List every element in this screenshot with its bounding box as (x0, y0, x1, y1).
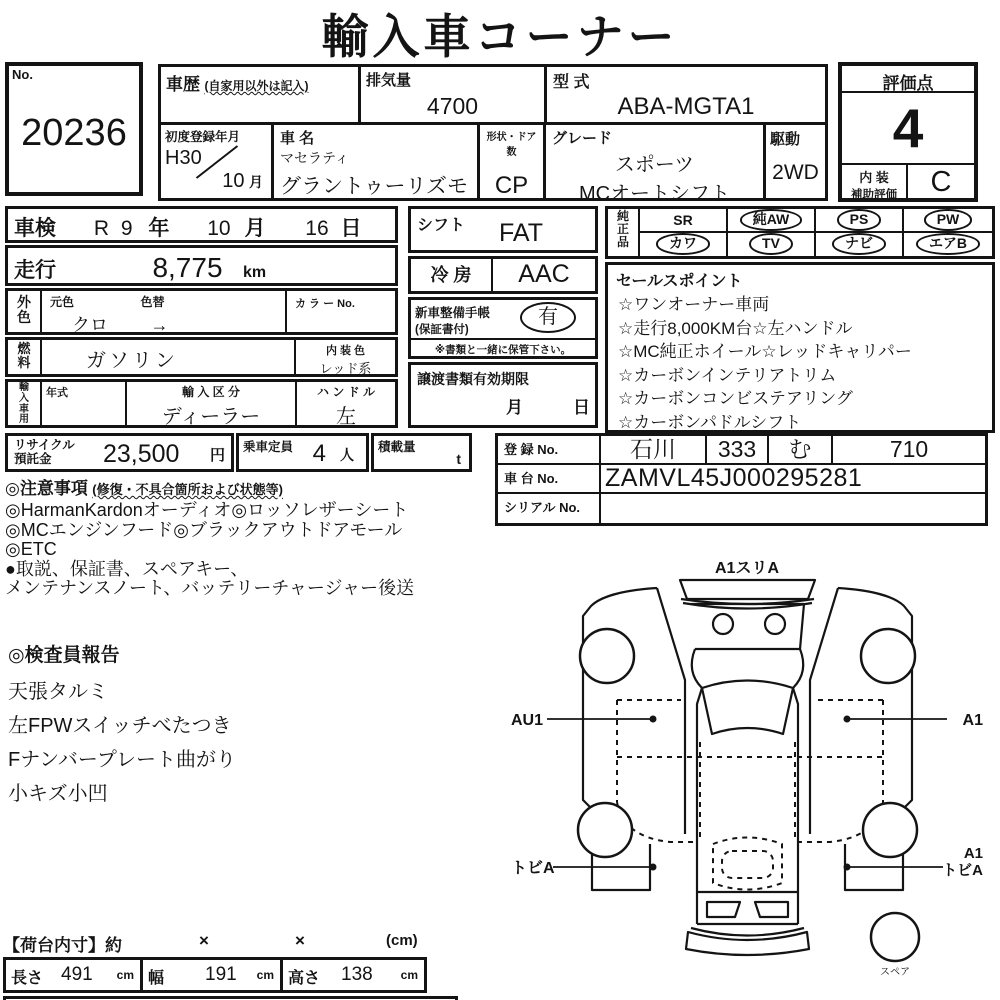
color-no-cell: カ ラ ー No. (295, 298, 355, 310)
capacity-unit: 人 (340, 447, 354, 463)
sales-point: ☆カーボンパドルシフト (618, 412, 802, 432)
sales-point: ☆MC純正ホイール☆レッドキャリパー (618, 342, 912, 361)
transfer-box (408, 362, 598, 428)
transfer-month-unit: 月 (506, 398, 523, 417)
report-line: 小キズ小凹 (8, 783, 108, 805)
report-line: 左FPWスイッチべたつき (8, 715, 232, 737)
color-change-label: 色替 (140, 295, 165, 309)
reg-number: 710 (833, 436, 985, 465)
reg-kana: む (769, 436, 833, 465)
lot-no-value: 20236 (21, 112, 127, 154)
displacement-value: 4700 (426, 93, 479, 119)
equipment-item-3: PW (904, 209, 992, 233)
handle-cell (297, 382, 395, 428)
shift-label: シフト (417, 217, 466, 234)
model-code-value: ABA-MGTA1 (617, 93, 755, 120)
inspector-report-section (8, 640, 438, 811)
transfer-label: 譲渡書類有効期限 (417, 371, 529, 387)
height-cell (283, 960, 424, 990)
recycle-unit: 円 (209, 447, 225, 464)
shaken-year-unit: 年 (148, 217, 170, 240)
service-book-label-1: 新車整備手帳 (415, 306, 491, 320)
equipment-item-5: TV (728, 233, 816, 256)
first-reg-label: 初度登録年月 (165, 130, 241, 144)
diagram-right-rear-label-2: トビA (942, 862, 983, 879)
caution-line: メンテナンスノート、バッテリーチャージャー後送 (5, 578, 415, 598)
drive-cell (766, 125, 825, 198)
serial-label: シリアル No. (498, 494, 601, 523)
exterior-main-cell (42, 291, 287, 335)
equipment-item-2: PS (816, 209, 904, 233)
width-value: 191 (205, 964, 237, 985)
shaken-day: 16 (305, 217, 329, 240)
base-color-value: クロ (72, 315, 108, 335)
equipment-item-1: 純AW (728, 209, 816, 233)
body-doors-cell (480, 125, 546, 198)
service-book-note: ※書類と一緒に保管下さい。 (411, 338, 595, 356)
body-doors-value: CP (494, 172, 529, 199)
shaken-era: R (93, 217, 110, 240)
shift-box (408, 206, 598, 253)
height-unit: cm (400, 968, 418, 982)
service-book-label-cell (411, 300, 501, 338)
shift-value: FAT (499, 219, 543, 247)
grade-line2: MCオートシフト (578, 183, 731, 205)
sales-points-title: セールスポイント (616, 273, 743, 290)
import-division-cell (127, 382, 297, 428)
height-value: 138 (341, 964, 373, 985)
equipment-item-4: カワ (640, 233, 728, 256)
mileage-value: 8,775 (152, 252, 223, 283)
recycle-value: 23,500 (103, 440, 180, 468)
fuel-vlabel: 燃料 (17, 341, 31, 371)
shaken-year: 9 (120, 217, 133, 240)
cautions-title: ◎注意事項 (5, 479, 88, 498)
ac-label: 冷 房 (411, 259, 493, 291)
drive-label: 駆動 (770, 131, 801, 148)
diagram-right-rear-label-1: A1 (963, 845, 983, 862)
fuel-box (5, 337, 398, 377)
sales-point: ☆カーボンインテリアトリム (618, 365, 837, 385)
grade-label: グレード (552, 130, 613, 147)
fuel-value: ガソリン (86, 350, 178, 372)
fuel-value-cell (42, 340, 296, 374)
dimensions-x1: × (199, 931, 209, 950)
next-table-edge (3, 996, 458, 1000)
inspector-report-lines (8, 675, 438, 811)
height-label: 高さ (288, 970, 321, 987)
diagram-spare-label: スペア (880, 967, 910, 978)
color-change-value: → (150, 315, 169, 335)
dimensions-header (3, 931, 433, 955)
shaken-box (5, 206, 398, 243)
load-label: 積載量 (378, 440, 416, 454)
ac-box (408, 256, 598, 294)
displacement-label: 排気量 (366, 72, 412, 89)
diagram-left-door-label: AU1 (511, 712, 544, 729)
interior-rating-label-cell (842, 163, 908, 201)
reg-area: 石川 (601, 436, 707, 465)
diagram-front-label: A1スリA (714, 560, 780, 577)
length-unit: cm (116, 968, 134, 982)
equipment-box (605, 206, 995, 259)
sales-points-box (605, 262, 995, 433)
ac-value: AAC (518, 260, 570, 288)
capacity-label: 乗車定員 (243, 440, 294, 454)
car-name-label: 車 名 (280, 130, 315, 147)
interior-color-value: レッド系 (319, 361, 372, 376)
recycle-label-1: リサイクル (14, 438, 75, 452)
mileage-label: 走行 (14, 259, 56, 282)
handle-label: ハ ン ド ル (316, 385, 375, 399)
car-name-cell (274, 125, 480, 198)
registration-table (495, 433, 988, 526)
first-reg-year: H30 (165, 147, 202, 169)
page-title: 輸入車コーナー (321, 10, 679, 63)
interior-rating-label-2: 補助評価 (851, 189, 897, 201)
rating-box (838, 62, 978, 202)
chassis-value: ZAMVL45J000295281 (601, 465, 985, 494)
import-division-value: ディーラー (161, 406, 261, 428)
width-label: 幅 (148, 970, 165, 987)
exterior-vlabel-cell (8, 291, 42, 332)
first-reg-month: 10 (222, 170, 245, 192)
reg-no-label: 登 録 No. (498, 436, 601, 465)
lot-no-label: No. (12, 67, 33, 82)
equipment-vlabel: 純正品 (616, 209, 629, 249)
import-division-label: 輸 入 区 分 (181, 385, 240, 399)
reg-class: 333 (707, 436, 769, 465)
cautions-lines (5, 501, 497, 599)
handle-value: 左 (336, 406, 356, 428)
service-book-label-2: (保証書付) (415, 324, 469, 336)
lot-number-box (5, 62, 143, 196)
cautions-section (5, 474, 497, 599)
recycle-label-2: 預託金 (14, 452, 52, 467)
vehicle-head-table (158, 64, 828, 205)
model-code-label: 型 式 (553, 74, 590, 91)
rating-score: 4 (892, 97, 924, 159)
width-unit: cm (256, 968, 274, 982)
interior-rating-score: C (908, 163, 974, 198)
import-vlabel-cell (8, 382, 42, 425)
drive-value: 2WD (772, 161, 819, 184)
dimensions-x2: × (295, 931, 305, 950)
diagram-left-rear-label: トビA (511, 860, 555, 877)
first-reg-cell (161, 125, 274, 198)
equipment-item-0: SR (640, 209, 728, 233)
interior-color-label: 内 装 色 (325, 345, 366, 357)
dimensions-unit-note: (cm) (386, 932, 418, 949)
sales-point: ☆カーボンコンビステアリング (618, 389, 853, 408)
interior-rating-label-1: 内 装 (859, 170, 889, 185)
inspector-report-title: ◎検査員報告 (8, 645, 120, 666)
shaken-day-unit: 日 (340, 217, 362, 240)
first-reg-month-unit: 月 (249, 174, 263, 190)
model-code-cell (547, 67, 825, 125)
service-book-value-cell (501, 302, 595, 338)
report-line: Fナンバープレート曲がり (8, 749, 237, 771)
equipment-item-7: エアB (904, 233, 992, 256)
import-year-cell (42, 382, 127, 425)
load-box (371, 433, 472, 472)
mileage-unit: km (242, 264, 267, 281)
sales-points-list (608, 293, 992, 434)
equipment-vlabel-cell (608, 209, 640, 256)
grade-cell (546, 125, 766, 205)
width-cell (143, 960, 283, 990)
rating-label: 評価点 (842, 66, 974, 93)
capacity-value: 4 (312, 440, 326, 467)
serial-value (601, 494, 985, 523)
exterior-vlabel: 外色 (17, 294, 31, 326)
report-line: 天張タルミ (8, 681, 108, 703)
car-damage-diagram (495, 552, 1000, 992)
car-model: グラントゥーリズモ (280, 175, 469, 198)
sales-point: ☆ワンオーナー車両 (618, 295, 770, 314)
length-cell (6, 960, 143, 990)
service-book-value: 有 (520, 302, 576, 333)
equipment-item-6: ナビ (816, 233, 904, 256)
caution-line: ◎ETC (5, 539, 57, 559)
dimensions-title: 【荷台内寸】約 (3, 936, 122, 955)
displacement-cell (361, 67, 547, 125)
fuel-vlabel-cell (8, 340, 42, 374)
history-note: (自家用以外は記入) (204, 79, 309, 93)
caution-line: ◎HarmanKardonオーディオ◎ロッソレザーシート (5, 500, 409, 520)
exterior-color-box (5, 288, 398, 335)
caution-line: ◎MCエンジンフード◎ブラックアウトドアモール (5, 519, 403, 540)
shaken-month-unit: 月 (244, 217, 266, 240)
transfer-day-unit: 日 (573, 398, 590, 417)
interior-color-cell (296, 340, 395, 374)
import-vlabel: 輸入車用 (19, 382, 29, 426)
length-value: 491 (61, 964, 93, 985)
history-cell (161, 67, 361, 125)
car-maker: マセラティ (280, 150, 349, 166)
base-color-label: 元色 (50, 295, 75, 309)
mileage-box (5, 245, 398, 286)
caution-line: ●取説、保証書、スペアキー、 (5, 558, 249, 579)
body-doors-label: 形状・ドア数 (486, 132, 537, 158)
chassis-label: 車 台 No. (498, 465, 601, 494)
capacity-box (236, 433, 369, 472)
recycle-box (5, 433, 234, 472)
dimensions-table (3, 957, 427, 993)
import-box (5, 379, 398, 428)
import-year-label: 年式 (46, 387, 68, 399)
length-label: 長さ (11, 970, 44, 987)
grade-line1: スポーツ (614, 154, 695, 176)
diagram-right-door-label: A1 (962, 712, 983, 729)
history-label: 車歴 (166, 75, 200, 94)
sales-point: ☆走行8,000KM台☆左ハンドル (618, 318, 853, 338)
shaken-month: 10 (207, 217, 231, 240)
shaken-label: 車検 (14, 217, 56, 240)
cautions-title-note: (修復・不具合箇所および状態等) (92, 482, 283, 497)
load-unit: t (456, 451, 461, 467)
service-book-box (408, 297, 598, 359)
